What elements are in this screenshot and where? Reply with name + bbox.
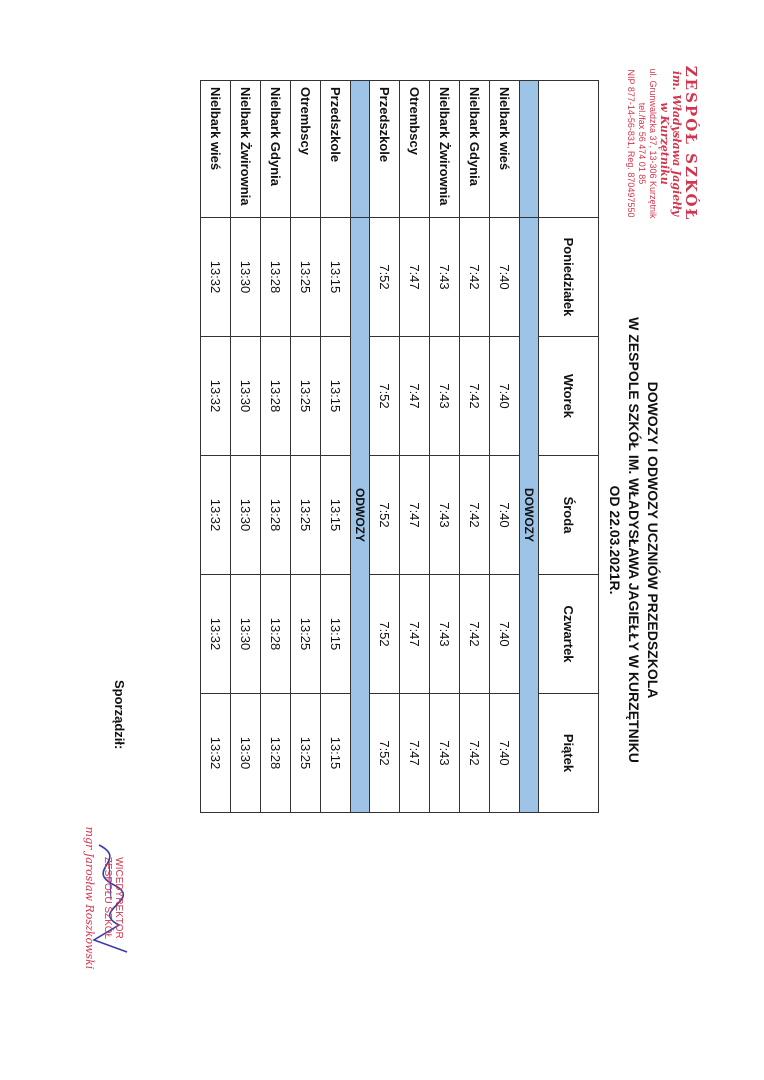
section-label: ODWOZY: [351, 218, 370, 813]
section-spacer: [351, 81, 370, 218]
time-cell: 7:40: [490, 694, 520, 813]
time-cell: 7:42: [460, 218, 490, 337]
header-row: [539, 81, 599, 813]
time-cell: 13:28: [261, 456, 291, 575]
table-row: [430, 81, 460, 813]
time-cell: 13:15: [321, 337, 351, 456]
time-cell: 13:28: [261, 694, 291, 813]
section-row: [520, 81, 539, 813]
table-row: [490, 81, 520, 813]
stamp-town: w Kurzętniku: [658, 102, 671, 185]
section-spacer: [520, 81, 539, 218]
table-row: [460, 81, 490, 813]
time-cell: 7:43: [430, 694, 460, 813]
time-cell: 7:52: [370, 218, 400, 337]
school-stamp: [625, 36, 700, 251]
stamp-patron: im. Władysława Jagiełły: [670, 70, 683, 217]
time-cell: 13:28: [261, 337, 291, 456]
time-cell: 13:28: [261, 575, 291, 694]
section-row: [351, 81, 370, 813]
table-row: [321, 81, 351, 813]
title-line-1: DOWOZY I ODWOZY UCZNIÓW PRZEDSZKOLA: [645, 381, 661, 699]
time-cell: 7:47: [400, 337, 430, 456]
time-cell: 7:40: [490, 337, 520, 456]
location-cell: Nielbark Gdynia: [460, 81, 490, 218]
time-cell: 7:43: [430, 456, 460, 575]
stamp-school-name: ZESPÓŁ SZKÓŁ: [682, 65, 700, 222]
time-cell: 13:25: [291, 456, 321, 575]
time-cell: 7:47: [400, 456, 430, 575]
time-cell: 7:42: [460, 337, 490, 456]
stamp-ids: NIP 877-14-56-831, Reg. 870497550: [626, 69, 636, 218]
time-cell: 7:42: [460, 575, 490, 694]
time-cell: 13:25: [291, 694, 321, 813]
location-cell: Nielbark wieś: [201, 81, 231, 218]
time-cell: 13:32: [201, 337, 231, 456]
sign-role-1: WICEDYREKTOR: [113, 857, 124, 939]
time-cell: 7:52: [370, 456, 400, 575]
document-title: [605, 260, 662, 820]
time-cell: 13:15: [321, 218, 351, 337]
time-cell: 7:47: [400, 218, 430, 337]
day-header: Piątek: [539, 694, 599, 813]
table-row: [231, 81, 261, 813]
time-cell: 13:32: [201, 218, 231, 337]
time-cell: 13:30: [231, 218, 261, 337]
time-cell: 7:40: [490, 456, 520, 575]
sign-role-2: ZESPOŁU SZKÓŁ: [102, 856, 113, 940]
day-header: Poniedziałek: [539, 218, 599, 337]
title-line-3: OD 22.03.2021R.: [607, 485, 623, 595]
time-cell: 7:42: [460, 456, 490, 575]
time-cell: 13:25: [291, 337, 321, 456]
location-cell: Nielbark Żwirownia: [430, 81, 460, 218]
time-cell: 13:15: [321, 575, 351, 694]
time-cell: 13:30: [231, 456, 261, 575]
time-cell: 13:25: [291, 575, 321, 694]
schedule-table: [200, 80, 599, 813]
table-row: [201, 81, 231, 813]
table-row: [261, 81, 291, 813]
time-cell: 13:30: [231, 694, 261, 813]
location-cell: Nielbark wieś: [490, 81, 520, 218]
time-cell: 13:28: [261, 218, 291, 337]
signature-stamp: [83, 808, 124, 988]
table-row: [291, 81, 321, 813]
location-cell: Przedszkole: [370, 81, 400, 218]
time-cell: 13:15: [321, 694, 351, 813]
time-cell: 7:52: [370, 575, 400, 694]
table-row: [370, 81, 400, 813]
schedule-body: [201, 81, 539, 813]
time-cell: 13:25: [291, 218, 321, 337]
location-cell: Otrembscy: [400, 81, 430, 218]
time-cell: 7:47: [400, 694, 430, 813]
time-cell: 13:32: [201, 694, 231, 813]
stamp-address: ul. Grunwaldzka 37, 13-306 Kurzętnik: [648, 68, 658, 219]
header-corner: [539, 81, 599, 218]
location-cell: Przedszkole: [321, 81, 351, 218]
stamp-phone: tel./fax 56 474 01 85: [637, 102, 647, 185]
time-cell: 7:52: [370, 694, 400, 813]
location-cell: Nielbark Gdynia: [261, 81, 291, 218]
table-row: [400, 81, 430, 813]
time-cell: 7:47: [400, 575, 430, 694]
time-cell: 13:30: [231, 337, 261, 456]
time-cell: 7:40: [490, 218, 520, 337]
title-line-2: W ZESPOLE SZKÓŁ IM. WŁADYSŁAWA JAGIEŁŁY W KURZĘTNIKU: [626, 317, 642, 763]
time-cell: 7:40: [490, 575, 520, 694]
time-cell: 7:43: [430, 575, 460, 694]
time-cell: 7:52: [370, 337, 400, 456]
time-cell: 13:32: [201, 456, 231, 575]
time-cell: 13:32: [201, 575, 231, 694]
day-header: Środa: [539, 456, 599, 575]
sign-name: mgr Jarosław Roszkowski: [83, 826, 96, 970]
location-cell: Nielbark Żwirownia: [231, 81, 261, 218]
location-cell: Otrembscy: [291, 81, 321, 218]
time-cell: 7:42: [460, 694, 490, 813]
time-cell: 7:43: [430, 218, 460, 337]
day-header: Wtorek: [539, 337, 599, 456]
time-cell: 7:43: [430, 337, 460, 456]
time-cell: 13:30: [231, 575, 261, 694]
time-cell: 13:15: [321, 456, 351, 575]
section-label: DOWOZY: [520, 218, 539, 813]
day-header: Czwartek: [539, 575, 599, 694]
prepared-by-label: Sporządził:: [112, 680, 127, 750]
